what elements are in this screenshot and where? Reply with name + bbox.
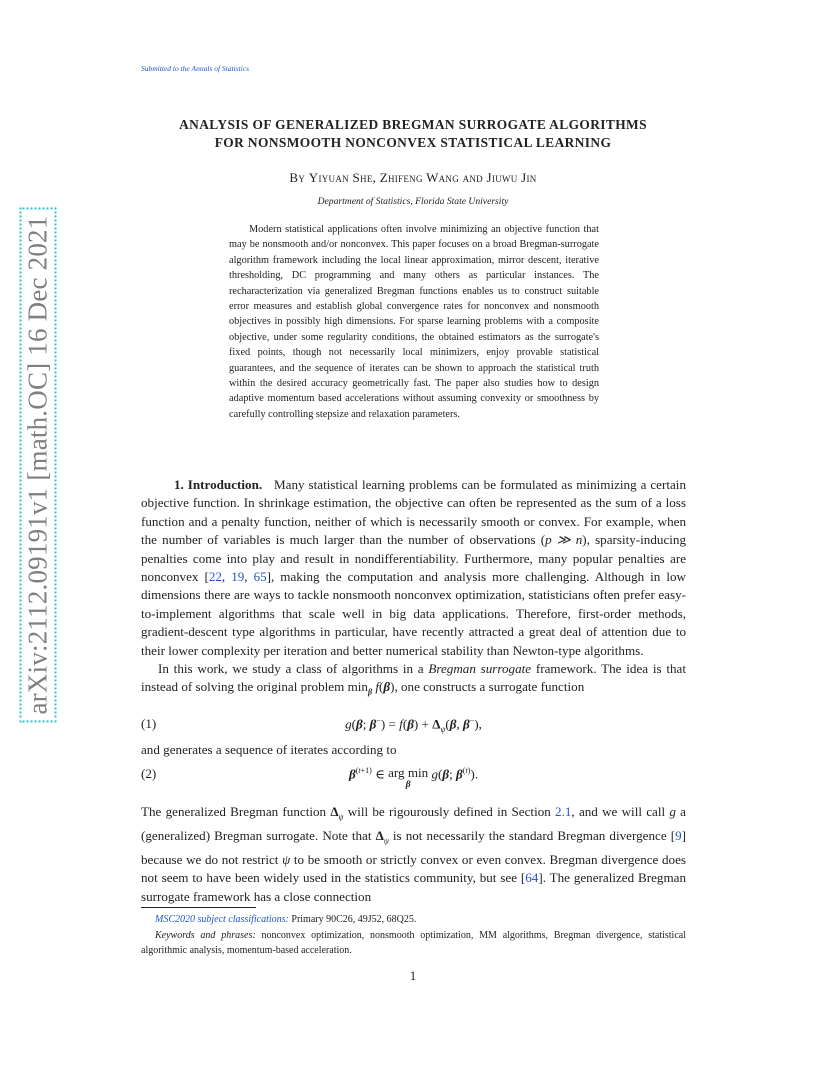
arxiv-sidebar <box>0 0 56 1072</box>
intro-paragraph-3: and generates a sequence of iterates according to <box>141 742 397 757</box>
intro-text: ]. The generalized Bregman surrogate framework has a close connection <box>141 870 687 904</box>
math-inline: p ≫ n <box>545 532 583 548</box>
footnote-msc <box>141 913 686 928</box>
intro-text: framework. The idea is that instead of solving the original problem <box>141 661 686 695</box>
intro-text: The generalized Bregman function <box>141 804 331 819</box>
arxiv-identifier[interactable]: arXiv:2112.09191v1 [math.OC] 16 Dec 2021 <box>20 208 57 723</box>
section-heading: 1. Introduction. <box>174 477 263 492</box>
equation-body: $\beta^{(t+1)}$ ∈ arg min β g(β; $\beta^{(t)}$). <box>349 765 478 790</box>
citation-link[interactable]: 9 <box>675 828 682 844</box>
equation-number: (1) <box>141 716 157 731</box>
title-line-1: ANALYSIS OF GENERALIZED BREGMAN SURROGATE ALGORITHMS <box>179 117 647 132</box>
intro-text: to be smooth or strictly convex or even convex. Bregman divergence does not seem to have been widely used in the statistics community, but see [ <box>141 852 687 886</box>
citation-link[interactable]: 22 <box>208 569 222 585</box>
intro-text: is not necessarily the standard Bregman divergence [ <box>388 828 676 844</box>
intro-text: ), sparsity-inducing penalties come into play and result in nondifferentiability. Furthermore, many popular penalties are nonconvex [ <box>141 532 686 585</box>
title-line-2: FOR NONSMOOTH NONCONVEX STATISTICAL LEARNING <box>214 135 612 150</box>
keywords-label: Keywords and phrases: <box>155 930 256 941</box>
author-line <box>100 170 726 186</box>
footnote-rule <box>141 907 256 908</box>
intro-paragraph-4: The generalized Bregman function $\Delta_\psi$ will be rigourously defined in Section 2.1, and we will call g a (generalized) Bregman surrogate. Note that $\Delta_\psi$ is not necessarily the standard Bregman divergence [9] because we do not restrict ψ to be smooth or strictly convex or even convex. Bregman divergence does not seem to have been widely used in the statistics community, but see [64]. The generalized Bregman surrogate framework has a close connection <box>141 804 687 904</box>
submitted-note: Submitted to the Annals of Statistics <box>141 64 249 73</box>
affiliation: Department of Statistics, Florida State University <box>317 196 509 207</box>
citation-link[interactable]: 64 <box>525 870 539 886</box>
citation-link[interactable]: 19 <box>231 569 245 585</box>
page-number: 1 <box>409 968 417 983</box>
section-link[interactable]: 2.1 <box>555 804 572 819</box>
msc-label[interactable]: MSC2020 subject classifications: <box>155 914 289 925</box>
authors-by: By <box>289 170 306 185</box>
footnote-keywords <box>141 929 686 958</box>
math-inline: $\min_\beta f(\beta)$ <box>347 679 395 698</box>
equation-number: (2) <box>141 766 157 781</box>
intro-text: ], making the computation and analysis more challenging. Although in low dimensions there are ways to tackle nonsmooth nonconvex optimization, statisticians often prefer easy-to-implement algorithms that scale well in big data applications. Therefore, first-order methods, gradient-descent type algorithms in particular, have recently attracted a great deal of attention due to their lower complexity per iteration and better numerical stability than Newton-type algorithms. <box>141 569 687 658</box>
intro-text: Many statistical learning problems can be formulated as minimizing a certain objective function. In shrinkage estimation, the objective can often be represented as the sum of a loss function and a penalty function, neither of which is necessarily smooth or convex. For example, when the number of variables is much larger than the number of observations ( <box>141 477 686 548</box>
citation-link[interactable]: 65 <box>253 569 267 585</box>
intro-text: a (generalized) Bregman surrogate. Note that <box>141 804 686 844</box>
intro-text: In this work, we study a class of algorithms in a <box>158 661 429 676</box>
emphasis-text: Bregman surrogate <box>428 661 532 676</box>
keywords-text: nonconvex optimization, nonsmooth optimization, MM algorithms, Bregman divergence, statistical algorithmic analysis, momentum-based acceleration. <box>141 930 686 956</box>
intro-paragraph-1: 1. Introduction. Many statistical learning problems can be formulated as minimizing a certain objective function. In shrinkage estimation, the objective can often be represented as the sum of a loss function and a penalty function, neither of which is necessarily smooth or convex. For example, when the number of variables is much larger than the number of observations (p ≫ n), sparsity-inducing penalties come into play and result in nondifferentiability. Furthermore, many popular penalties are nonconvex [22, 19, 65], making the computation and analysis more challenging. Although in low dimensions there are ways to tackle nonsmooth nonconvex optimization, statisticians often prefer easy-to-implement algorithms that scale well in big data applications. Therefore, first-order methods, gradient-descent type algorithms in particular, have recently attracted a great deal of attention due to their lower complexity per iteration and better numerical stability than Newton-type algorithms. <box>141 477 687 658</box>
intro-text: ] because we do not restrict <box>141 828 687 868</box>
paper-title <box>100 116 726 152</box>
intro-text: , and we will call <box>571 804 670 819</box>
abstract: Modern statistical applications often involve minimizing an objective function that may be nonsmooth and/or nonconvex. This paper focuses on a broad Bregman-surrogate algorithm framework including the local linear approximation, mirror descent, iterative thresholding, DC programming and many others as particular instances. The recharacterization via generalized Bregman functions enables us to construct suitable error measures and establish global convergence rates for nonconvex and nonsmooth objectives in possibly high dimensions. For sparse learning problems with a composite objective, under some regularity conditions, the obtained estimators as the surrogate's fixed points, though not necessarily local minimizers, enjoy provable statistical guarantees, and the sequence of iterates can be shown to approach the statistical truth within the desired accuracy geometrically fast. The paper also studies how to design adaptive momentum based accelerations without assuming convexity or smoothness by carefully controlling stepsize and relaxation parameters. <box>229 224 599 420</box>
intro-text: , one constructs a surrogate function <box>394 679 585 695</box>
intro-text: will be rigourously defined in Section <box>343 804 556 819</box>
intro-paragraph-2 <box>141 660 686 702</box>
equation-body: g(β; $\beta^-) = f(\beta) + \Delta_\psi(\beta$, β−), <box>345 716 482 734</box>
authors-names: Yiyuan She, Zhifeng Wang and Jiuwu Jin <box>308 170 537 185</box>
msc-text: Primary 90C26, 49J52, 68Q25. <box>288 914 417 925</box>
